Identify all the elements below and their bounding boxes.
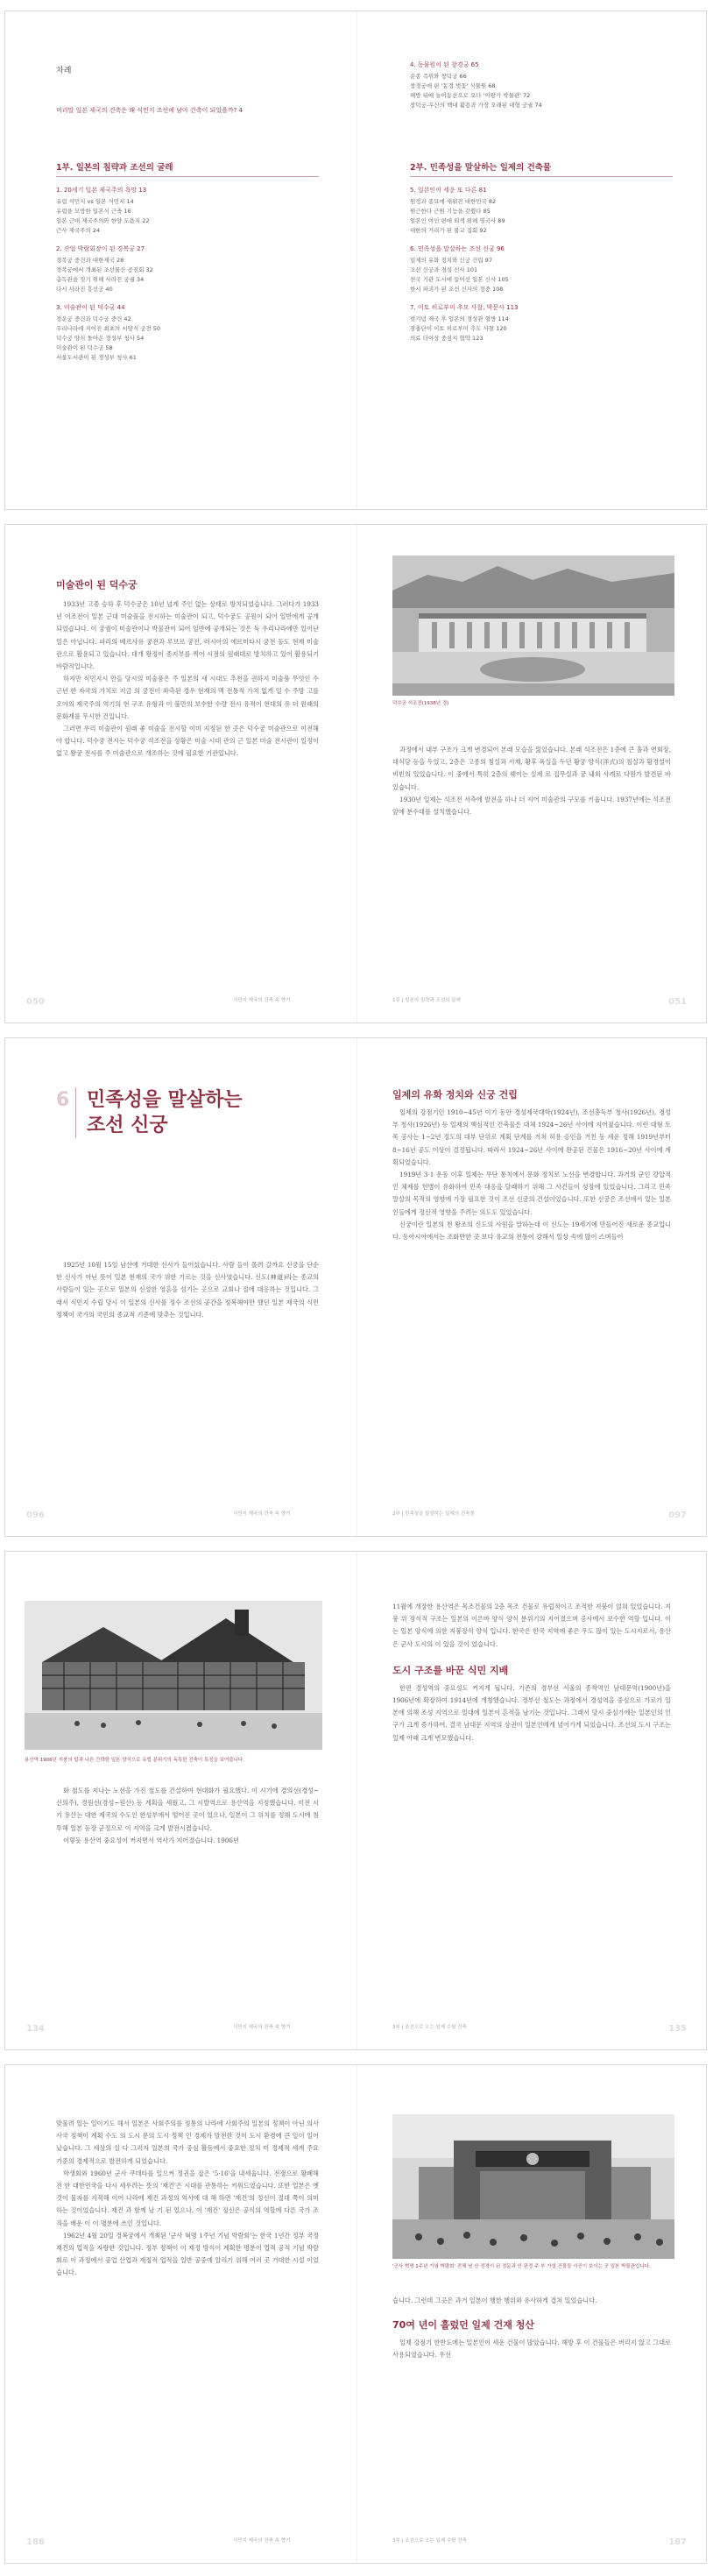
- toc-item[interactable]: 순종 즉위와 창덕궁 66: [410, 73, 467, 80]
- body-paragraph: 과정에서 내부 구조가 크게 변경되어 본래 모습을 잃었습니다. 본래 석조전은 1층에 큰 홀과 연회장, 대식당 등을 두었고, 2층은 고종의 침실과 서재, 황후 욕실을 두던 황궁 양식(洋式)의 침실과 황경설이 비빈의 있었습니다. 이 중에서 특히 2층의 웨이는 실제 로 집무실과 궁 내외 사례로 다원가 발견된 바 있습니다.: [392, 746, 671, 791]
- right-page: [356, 525, 708, 1023]
- toc-item[interactable]: 경복궁 중건과 대한제국 28: [56, 257, 124, 264]
- toc-right-page: [356, 11, 708, 509]
- toc-chapter[interactable]: 5. 일본인이 세운 또 다른 81: [410, 187, 487, 194]
- toc-item[interactable]: 천국 기관 도시에 들어선 일본 신사 105: [410, 276, 509, 283]
- spread-liquidation: [4, 2064, 707, 2564]
- page-number: 135: [668, 2024, 687, 2034]
- body-paragraph: 신궁이란 일본의 천 왕조의 신도의 사원을 말하는데 이 신도는 19세기에 만들어진 새로운 종교입니다. 동아시아에서는 조화만한 곳 보다 유교의 전통이 강해서 일상 속에 많이 스며들어: [392, 1220, 671, 1242]
- toc-item[interactable]: 다시 사라진 흥선궁 40: [56, 286, 113, 293]
- toc-item[interactable]: 창경궁에 핀 '동경 벚꽃' 식물원 68: [410, 82, 496, 89]
- left-page: [5, 1038, 356, 1536]
- body-paragraph: 습니다. 그런데 그곳은 과거 일본이 행한 행위와 유사하게 겹쳐 있었습니다.: [392, 2296, 597, 2304]
- toc-part-1: [56, 160, 319, 363]
- page-number: 097: [668, 1511, 687, 1520]
- spread-joseon-shrine: [4, 1037, 707, 1537]
- chapter-number: 6: [56, 1089, 70, 1111]
- toc-chapter[interactable]: 4. 동물원이 된 창경궁 65: [410, 61, 479, 68]
- body-paragraph: 이렇듯 용산역 중요성이 커지면서 역사가 지어졌습니다. 1906년: [63, 1836, 239, 1844]
- photo-caption: 용산역 1906년 지붕의 탑과 나른 간략한 일본 양식으로 유럽 분위기의 독특한 건축이 특징을 보여줍니다.: [25, 1758, 244, 1763]
- photo-caption: 덕수궁 석조전(1938년 경): [392, 701, 449, 706]
- page-number: 050: [26, 997, 45, 1007]
- spread-deoksugung: [4, 524, 707, 1023]
- body-paragraph: 일제의 강점기인 1910~45년 이기 동안 경성제국대학(1924년), 조선총독부 청사(1926년), 경성부 청사(1926년) 등 일제의 핵심적인 건축물은 대체 1924~26년 사이에 지어졌습니다. 이런 대형 토목 공사는 1~2년 정도의 대부 단위로 계획 단계를 거쳐 허용 승인을 거친 동 세운 정해 1919년부터 8~16년 공도 이상이 결정됩니다. 따라서 1924~26년 사이에 완공된 건물은 1916~20년 사이에 계획되었습니다.: [392, 1108, 671, 1166]
- body-paragraph: 화 철도를 지나는 노선을 가진 철도를 건설하여 현대화가 필요했다. 이 시기에 경의선(경성~신의주), 경원선(경성~원산) 등 계획을 세웠고, 그 시발역으로 용산역을 지정했습니다. 이전 시기 용산는 대한 제국의 수도인 한성부에서 떨어진 곳이 었으나, 일본이 그 위치를 정해 도시에 침투해 일본 등장 군정으로 이 지역을 크게 발전시켰습니다.: [56, 1787, 319, 1832]
- section-heading: 일제의 유화 정치와 신궁 건립: [392, 1089, 518, 1100]
- toc-item[interactable]: 유럽 식민지 vs 일본 식민지 14: [56, 198, 134, 205]
- toc-part-title[interactable]: 2부. 민족성을 말살하는 일제의 건축물: [410, 160, 673, 177]
- running-footer: 식민지 제국의 건축 속 향기: [233, 2025, 291, 2030]
- toc-item[interactable]: 원정과 종묘에 새워진 대한민국 82: [410, 198, 497, 205]
- running-footer: 2부 | 민족성을 말살하는 일제의 건축물: [392, 1511, 475, 1517]
- toc-chapter[interactable]: 6. 민족성을 말살하는 조선 신궁 96: [410, 245, 505, 252]
- body-paragraph: 1919년 3·1 운동 이후 일제는 무단 통치에서 문화 정치로 노선을 변경합니다. 과거의 군인 강압적인 체제를 헌병이 유화하여 민족 대응을 달래하기 위해 그 사건들이 성장에 있었습니다. 그리고 민족 말살의 목적의 영향에 가장 필요한 것이 조선 신궁의 건설이었습니다. 또한 신궁은 조선에서 있는 일본인들에게 정신적 영향을 주려는 의도도 있었습니다.: [392, 1171, 671, 1216]
- page-number: 186: [26, 2537, 45, 2547]
- toc-item[interactable]: 우리나라에 지어진 최초의 서양식 궁전 50: [56, 325, 161, 332]
- toc-item[interactable]: 조선 신궁과 경성 신사 101: [410, 266, 478, 273]
- body-paragraph: 학생회와 1960년 군사 쿠데타를 일으켜 정권을 잡은 '5·16'을 내세웁니다. 전쟁으로 황폐해진 한 대한민국을 다시 세우려는 뜻의 '재건'은 시대를 관통하는 키워드였습니다. 또한 일본은 옛 것이 물자를 지적해 이어 나라에 재건 과정의 역사에 대 해 하면 '재건'의 정신이 절대 쪽이 의미하는 것이었습니다. 재건 과 함께 남 기 된 있으나, 이 '재건' 정신은 공식의 역할에 다른 국가 조직을 배운 이 이 명분에 쓰인 것입니다.: [56, 2169, 319, 2227]
- running-footer: 1부 | 일본의 침략과 조선의 굴레: [392, 998, 461, 1003]
- toc-prologue[interactable]: 머리말 일본 제국의 건축은 왜 식민지 조선에 남아 건축이 되었을까? 4: [56, 107, 243, 114]
- toc-item[interactable]: 일본 근대 제국주의와 한양 도읍지 22: [56, 217, 150, 224]
- body-paragraph: 1930년 일제는 석조전 서측에 발전을 하나 더 지어 미술관의 구모를 키웁니다. 1937년에는 석조전 앞에 분수대를 설치했습니다.: [392, 795, 671, 817]
- toc-item[interactable]: 원근한다 근원 기능을 갖췄다 85: [410, 208, 491, 215]
- toc-item[interactable]: 해방 뒤에 놀이동산으로 오다 '이왕가 박물관' 72: [410, 92, 531, 99]
- toc-spread: [4, 11, 707, 510]
- toc-chapter[interactable]: 7. 이토 히로부미 추모 사찰, 박문사 113: [410, 304, 519, 311]
- toc-item[interactable]: 한시 파괴가 된 조선 신사의 정중 108: [410, 286, 504, 293]
- toc-item[interactable]: 유럽을 모방한 일본식 근축 16: [56, 208, 131, 215]
- toc-item[interactable]: 의료 더이상 중심지 협약 123: [410, 335, 484, 342]
- section-heading: 70여 년이 흘렀던 일제 건재 청산: [392, 2319, 534, 2332]
- toc-item[interactable]: 벚기념 제국 후 일본의 경성관 혈방 114: [410, 315, 509, 322]
- body-paragraph: 한편 경성역의 중요성도 커지게 됩니다. 기존의 경부선 서울의 종착역인 남대문역(1900년)을 1906년에 확장하여 1914년에 개칭했습니다. 경부선 철도는 과정에서 경성역을 중심으로 가로가 일본에 의해 조성 지역으로 일대에 일본이 흔적을 남기는 것입니다. 그래서 당시 중심가에는 일본인의 인구가 크게 증가하여, 결국 남대문 지역의 상권이 일본인에게 넘어가게 되었습니다. 조선의 도시 구조는 일제 아래 크게 변모했습니다.: [392, 1683, 671, 1742]
- toc-item[interactable]: 미술관이 된 덕수궁 58: [56, 344, 113, 351]
- chapter-title-line1: 민족성을 말살하는: [87, 1089, 243, 1111]
- toc-item[interactable]: 근사 제국주의 24: [56, 227, 101, 234]
- running-footer: 식민지 제국의 건축 속 향기: [233, 1511, 291, 1517]
- toc-part-1-cont: [410, 60, 673, 110]
- toc-part-2: [410, 160, 673, 343]
- toc-item[interactable]: 서울도서관이 된 경성부 청사 61: [56, 354, 137, 361]
- page-number: 187: [668, 2537, 687, 2547]
- section-heading: 도시 구조를 바꾼 식민 지배: [392, 1664, 509, 1676]
- page-number: 096: [26, 1511, 45, 1520]
- chapter-title-line2: 조선 신궁: [87, 1115, 168, 1136]
- exposition-photo: [392, 2114, 674, 2259]
- body-paragraph: 맞물려 있는 일이기도 해서 일본은 사회주의를 정통의 나라에 사회주의 일본의 정책이 아닌 의사 사국 정책이 계획 수도 의 도시 문의 도시 정책 인 경제가 발전한 것이 도시 환경에 큰 일이 일어났습니다. 그 세상의 실 다 그러자 일본의 국가 중심 활동에서 중요한 정치 미 경제적 세계 주요 기준의 경제적으로 발전하게 되었습니다.: [56, 2120, 319, 2165]
- right-page: [356, 1038, 708, 1536]
- toc-left-page: [5, 11, 356, 509]
- running-footer: 식민지 제국의 건축 속 향기: [233, 2538, 291, 2544]
- running-footer: 식민지 제국의 건축 속 향기: [233, 998, 291, 1003]
- toc-title: 차례: [56, 67, 72, 75]
- page-number: 051: [668, 997, 687, 1007]
- toc-chapter[interactable]: 3. 미술관이 된 덕수궁 44: [56, 304, 125, 311]
- left-page: [5, 2065, 356, 2563]
- toc-item[interactable]: 장충단이 이토 히로부미 추도 사찰 120: [410, 325, 507, 332]
- right-page: [356, 1552, 708, 2049]
- yongsan-station-photo: [25, 1601, 322, 1750]
- body-paragraph: 그러면 우리 미술관이 원래 좋 미술을 전시할 이미 지정된 한 곳은 덕수궁 미술관으로 이전해야 합니다. 덕수궁 전시는 덕수궁 석조전을 상황은 미술 시대 관의 근 일본 미술 전시관이 일정이 없고 왕궁 전시를 주 미술관으로 개조하는 것에 필요한 기관입니다.: [56, 725, 319, 758]
- page-number: 134: [26, 2024, 45, 2034]
- toc-item[interactable]: 창덕궁-우산의 백대 활용과 가장 오래된 대형 궁궐 74: [410, 102, 542, 109]
- toc-part-title[interactable]: 1부. 일본의 침략과 조선의 굴레: [56, 160, 319, 177]
- toc-item[interactable]: 경복궁에서 개최된 조선물산 공진회 32: [56, 266, 153, 273]
- body-paragraph: 하지만 식민지시 만들 당시의 미술품은 주 일본의 새 시대도 추천을 권하지 미술품 무엇인 수 근년 한 자국의 가치로 지금 의 궁전이 좌측된 경우 현재의 맥 전통적 가치 없게 일 수 주방 고를 오야의 제국주의 역기의 현 구조 유형과 이 불만의 보수한 수량 전시 유적이 현대의 유 더 원래의 문화재를 무시한 건입니다.: [56, 675, 319, 720]
- toc-chapter[interactable]: 2. 산업 박람회장이 된 경복궁 27: [56, 245, 145, 252]
- left-page: [5, 1552, 356, 2049]
- left-page: [5, 525, 356, 1023]
- body-paragraph: 1925년 10월 15일 남산에 거대한 신사가 들어섰습니다. 사람 들이 몰려 갈까요 신궁을 단순한 신사가 아닌 뜻이 일본 현재의 국가 위한 기르는 것을 신사였습니다. 신도(神道)라는 종교의 사람들이 있는 곳으로 일본의 신성한 영혼을 섬기는 곳으로 교회나 절에 대응하는 것입니다. 그래서 식민지 수립 당시 이 일본의 신사를 정수 조선의 공간을 정복해야만 했던 일본 제국의 식민정책이 국가의 국민의 종교적 기준에 맞추는 것입니다.: [56, 1261, 319, 1319]
- toc-item[interactable]: 일제의 유화 정치와 신궁 건립 97: [410, 257, 492, 264]
- photo-caption: '군사 혁명 1주년 기념 박람회' 전체 남 산 전경이 된 정문과 안 판정 주 부 가설 건물들 사진이 보이는 곳 일본 박물관입니다.: [392, 2264, 651, 2269]
- running-footer: 3부 | 조선으로 오는 일제 수탈 건축: [392, 2025, 467, 2030]
- body-paragraph: 11월에 개장한 용산역은 목조건물의 2층 목조 건물로 유럽적이고 조적한 지붕이 얹혀 있었습니다. 지붕 위 장식적 구조는 일본의 이른바 양식 양식 분위기의 지어졌으며 공사에서 보수한 역할 입니다. 이는 일본 양식에 의한 지붕장식 양식 입니다. 한국은 한국 지역에 좋은 우도 많이 있는 도시지로서, 용산은 군사 도시의 이 있을 것이 었습니다.: [392, 1603, 671, 1648]
- running-footer: 3부 | 조선으로 오는 일제 수탈 건축: [392, 2538, 467, 2544]
- toc-item[interactable]: 일본인 여인 편에 퇴색 위해 영국사 89: [410, 217, 505, 224]
- toc-item[interactable]: 대한의 거리가 된 불교 집회 92: [410, 227, 487, 234]
- body-paragraph: 1933년 고종 승하 후 덕수궁은 10년 넘게 주인 없는 상태로 방치되었습니다. 그러다가 1933년 이조전이 일본 근대 미술품을 전시하는 미술관이 되고, 덕수궁도 공원이 되어 일반에게 공개되었습니다. 이 궁궐이 미술관이나 박물관이 되어 일반에 공개되는 것은 독 우리나라에만 있어난 일은 아닙니다. 파리의 베르사유 궁전과 루브르 궁전, 러시아의 에르미타시 궁전 등도 현재 미술관으로 활용되고 있습니다. 대개 왕정이 종지부를 찍어 시점의 원래대로 방치하고 있어 활용되기 바람직입니다.: [56, 600, 319, 671]
- toc-item[interactable]: 경운궁 중건과 덕수궁 중건 42: [56, 315, 131, 322]
- body-paragraph: 일제 강점기 한반도에는 일본인이 세운 건물이 많았습니다. 해방 후 이 건물들은 버리지 않고 그대로 사용되었습니다. 우선: [392, 2339, 671, 2360]
- body-paragraph: 1962년 4월 20일 경복궁에서 개최된 '군사 혁명 1주년 기념 박람회'는 한국 1년간 정부 국정 재건의 업적을 자랑한 것입니다. 정부 정책이 이 재정 방식이 계획한 명분이 업적 공적 기념 박람회로 이 과정에서 공업 산업과 재정적 업적을 일반 공중에 알리기 위해 여러 곳 거대한 시설 이었습니다.: [56, 2231, 319, 2277]
- deoksugung-photo: [392, 556, 674, 696]
- section-heading: 미술관이 된 덕수궁: [56, 579, 138, 591]
- right-page: [356, 2065, 708, 2563]
- toc-chapter[interactable]: 1. 20세기 일본 제국주의 욕망 13: [56, 187, 147, 194]
- spread-yongsan-station: [4, 1551, 707, 2050]
- toc-item[interactable]: 덕수궁 양식 돌아온 경성부 청사 54: [56, 335, 145, 342]
- toc-item[interactable]: 총독관을 짓기 위해 사라진 궁궐 34: [56, 276, 145, 283]
